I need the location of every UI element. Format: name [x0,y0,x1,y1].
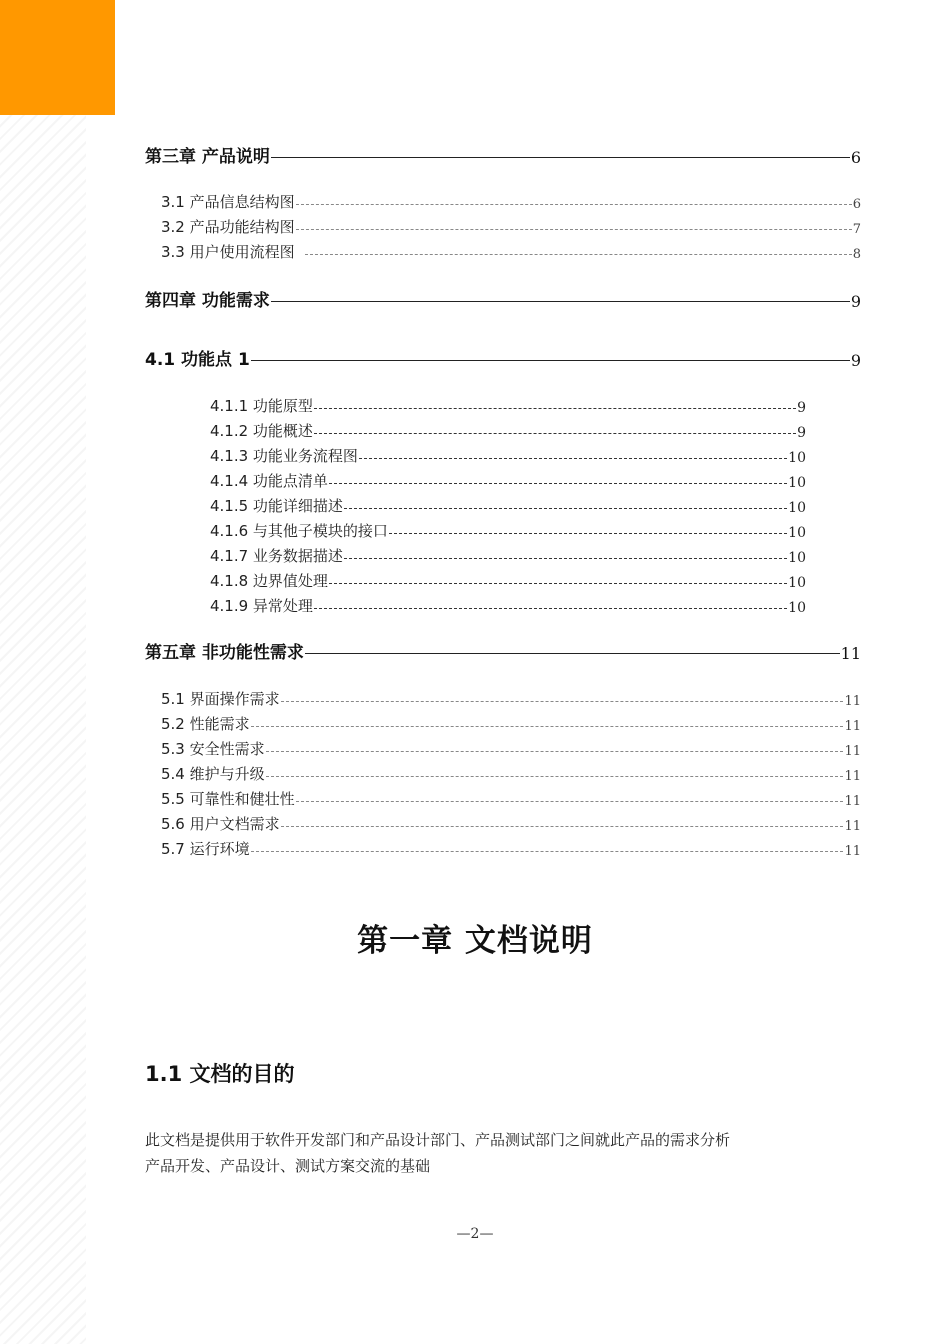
toc-label: 3.3 用户使用流程图 [161,243,295,261]
toc-entry-4-1-4[interactable] [210,469,806,491]
toc-entry-5-2[interactable] [161,712,861,734]
toc-leader [251,360,850,361]
toc-page-number: 10 [788,575,806,591]
toc-label: 4.1.2 功能概述 [210,422,313,440]
toc-label: 4.1.5 功能详细描述 [210,497,343,515]
toc-label: 3.1 产品信息结构图 [161,193,295,211]
page-number-footer: —2— [456,1226,494,1242]
toc-page-number: 6 [850,148,861,167]
toc-page-number: 11 [844,694,861,709]
toc-page-number: 11 [844,794,861,809]
toc-leader [359,458,787,459]
toc-label: 5.2 性能需求 [161,715,250,733]
chapter-title: 第一章 文档说明 [357,923,593,959]
toc-entry-3-2[interactable] [161,215,861,237]
toc-leader [344,508,787,509]
toc-entry-4-1-3[interactable] [210,444,806,466]
toc-leader [296,801,844,802]
toc-leader [271,301,850,302]
toc-entry-4-1-7[interactable] [210,544,806,566]
body-line-2: 产品开发、产品设计、测试方案交流的基础 [145,1157,431,1175]
toc-entry-chapter-3[interactable] [145,143,861,167]
toc-label: 第四章 功能需求 [145,291,270,311]
toc-label: 4.1.8 边界值处理 [210,572,328,590]
toc-label: 4.1.3 功能业务流程图 [210,447,358,465]
toc-page-number: 11 [844,769,861,784]
toc-entry-4-1[interactable] [145,346,861,370]
toc-label: 4.1.1 功能原型 [210,397,313,415]
toc-label: 5.4 维护与升级 [161,765,265,783]
toc-entry-5-5[interactable] [161,787,861,809]
toc-leader [389,533,787,534]
toc-entry-4-1-1[interactable] [210,394,806,416]
toc-page-number: 8 [852,247,861,262]
toc-entry-4-1-5[interactable] [210,494,806,516]
toc-page-number: 9 [797,400,806,416]
toc-label: 5.7 运行环境 [161,840,250,858]
toc-entry-4-1-8[interactable] [210,569,806,591]
toc-entry-4-1-6[interactable] [210,519,806,541]
toc-leader [251,851,844,852]
toc-label: 5.3 安全性需求 [161,740,265,758]
orange-corner-decoration [0,0,115,115]
toc-label: 5.6 用户文档需求 [161,815,280,833]
toc-leader [329,483,787,484]
toc-entry-5-4[interactable] [161,762,861,784]
toc-leader [281,701,844,702]
toc-label: 4.1 功能点 1 [145,350,250,370]
toc-label: 4.1.7 业务数据描述 [210,547,343,565]
toc-entry-3-1[interactable] [161,190,861,212]
toc-label: 第三章 产品说明 [145,147,270,167]
toc-entry-chapter-4[interactable] [145,287,861,311]
toc-label: 4.1.9 异常处理 [210,597,313,615]
toc-page-number: 7 [852,222,861,237]
toc-label: 4.1.4 功能点清单 [210,472,328,490]
toc-label: 3.2 产品功能结构图 [161,218,295,236]
body-line-1: 此文档是提供用于软件开发部门和产品设计部门、产品测试部门之间就此产品的需求分析 [145,1131,731,1149]
toc-entry-3-3[interactable] [161,240,861,262]
toc-entry-5-7[interactable] [161,837,861,859]
toc-page-number: 9 [797,425,806,441]
toc-leader [344,558,787,559]
toc-leader [251,726,844,727]
toc-page-number: 6 [852,197,861,212]
toc-page-number: 10 [788,500,806,516]
toc-leader [305,653,840,654]
toc-leader [266,776,844,777]
toc-page-number: 10 [788,450,806,466]
toc-page-number: 10 [788,525,806,541]
toc-page-number: 11 [844,844,861,859]
toc-label: 5.5 可靠性和健壮性 [161,790,295,808]
toc-leader [314,433,796,434]
side-stripe-decoration [0,115,86,1344]
toc-page-number: 11 [844,744,861,759]
toc-page-number: 11 [844,819,861,834]
toc-leader [314,608,787,609]
toc-leader [271,157,850,158]
toc-page-number: 11 [844,719,861,734]
section-heading: 1.1 文档的目的 [145,1062,295,1086]
toc-entry-4-1-2[interactable] [210,419,806,441]
toc-leader [296,229,852,230]
toc-entry-5-1[interactable] [161,687,861,709]
toc-leader [281,826,844,827]
toc-page-number: 10 [788,475,806,491]
toc-entry-4-1-9[interactable] [210,594,806,616]
toc-page-number: 10 [788,600,806,616]
toc-label: 4.1.6 与其他子模块的接口 [210,522,388,540]
toc-label: 第五章 非功能性需求 [145,643,304,663]
body-paragraph [145,1127,845,1179]
toc-page-number: 11 [840,644,861,663]
toc-entry-5-3[interactable] [161,737,861,759]
toc-page-number: 9 [850,351,861,370]
toc-leader [329,583,787,584]
toc-leader [296,204,852,205]
toc-page-number: 9 [850,292,861,311]
toc-entry-5-6[interactable] [161,812,861,834]
toc-entry-chapter-5[interactable] [145,639,861,663]
toc-leader [266,751,844,752]
toc-page-number: 10 [788,550,806,566]
toc-leader [314,408,796,409]
toc-label: 5.1 界面操作需求 [161,690,280,708]
toc-leader [305,254,852,255]
